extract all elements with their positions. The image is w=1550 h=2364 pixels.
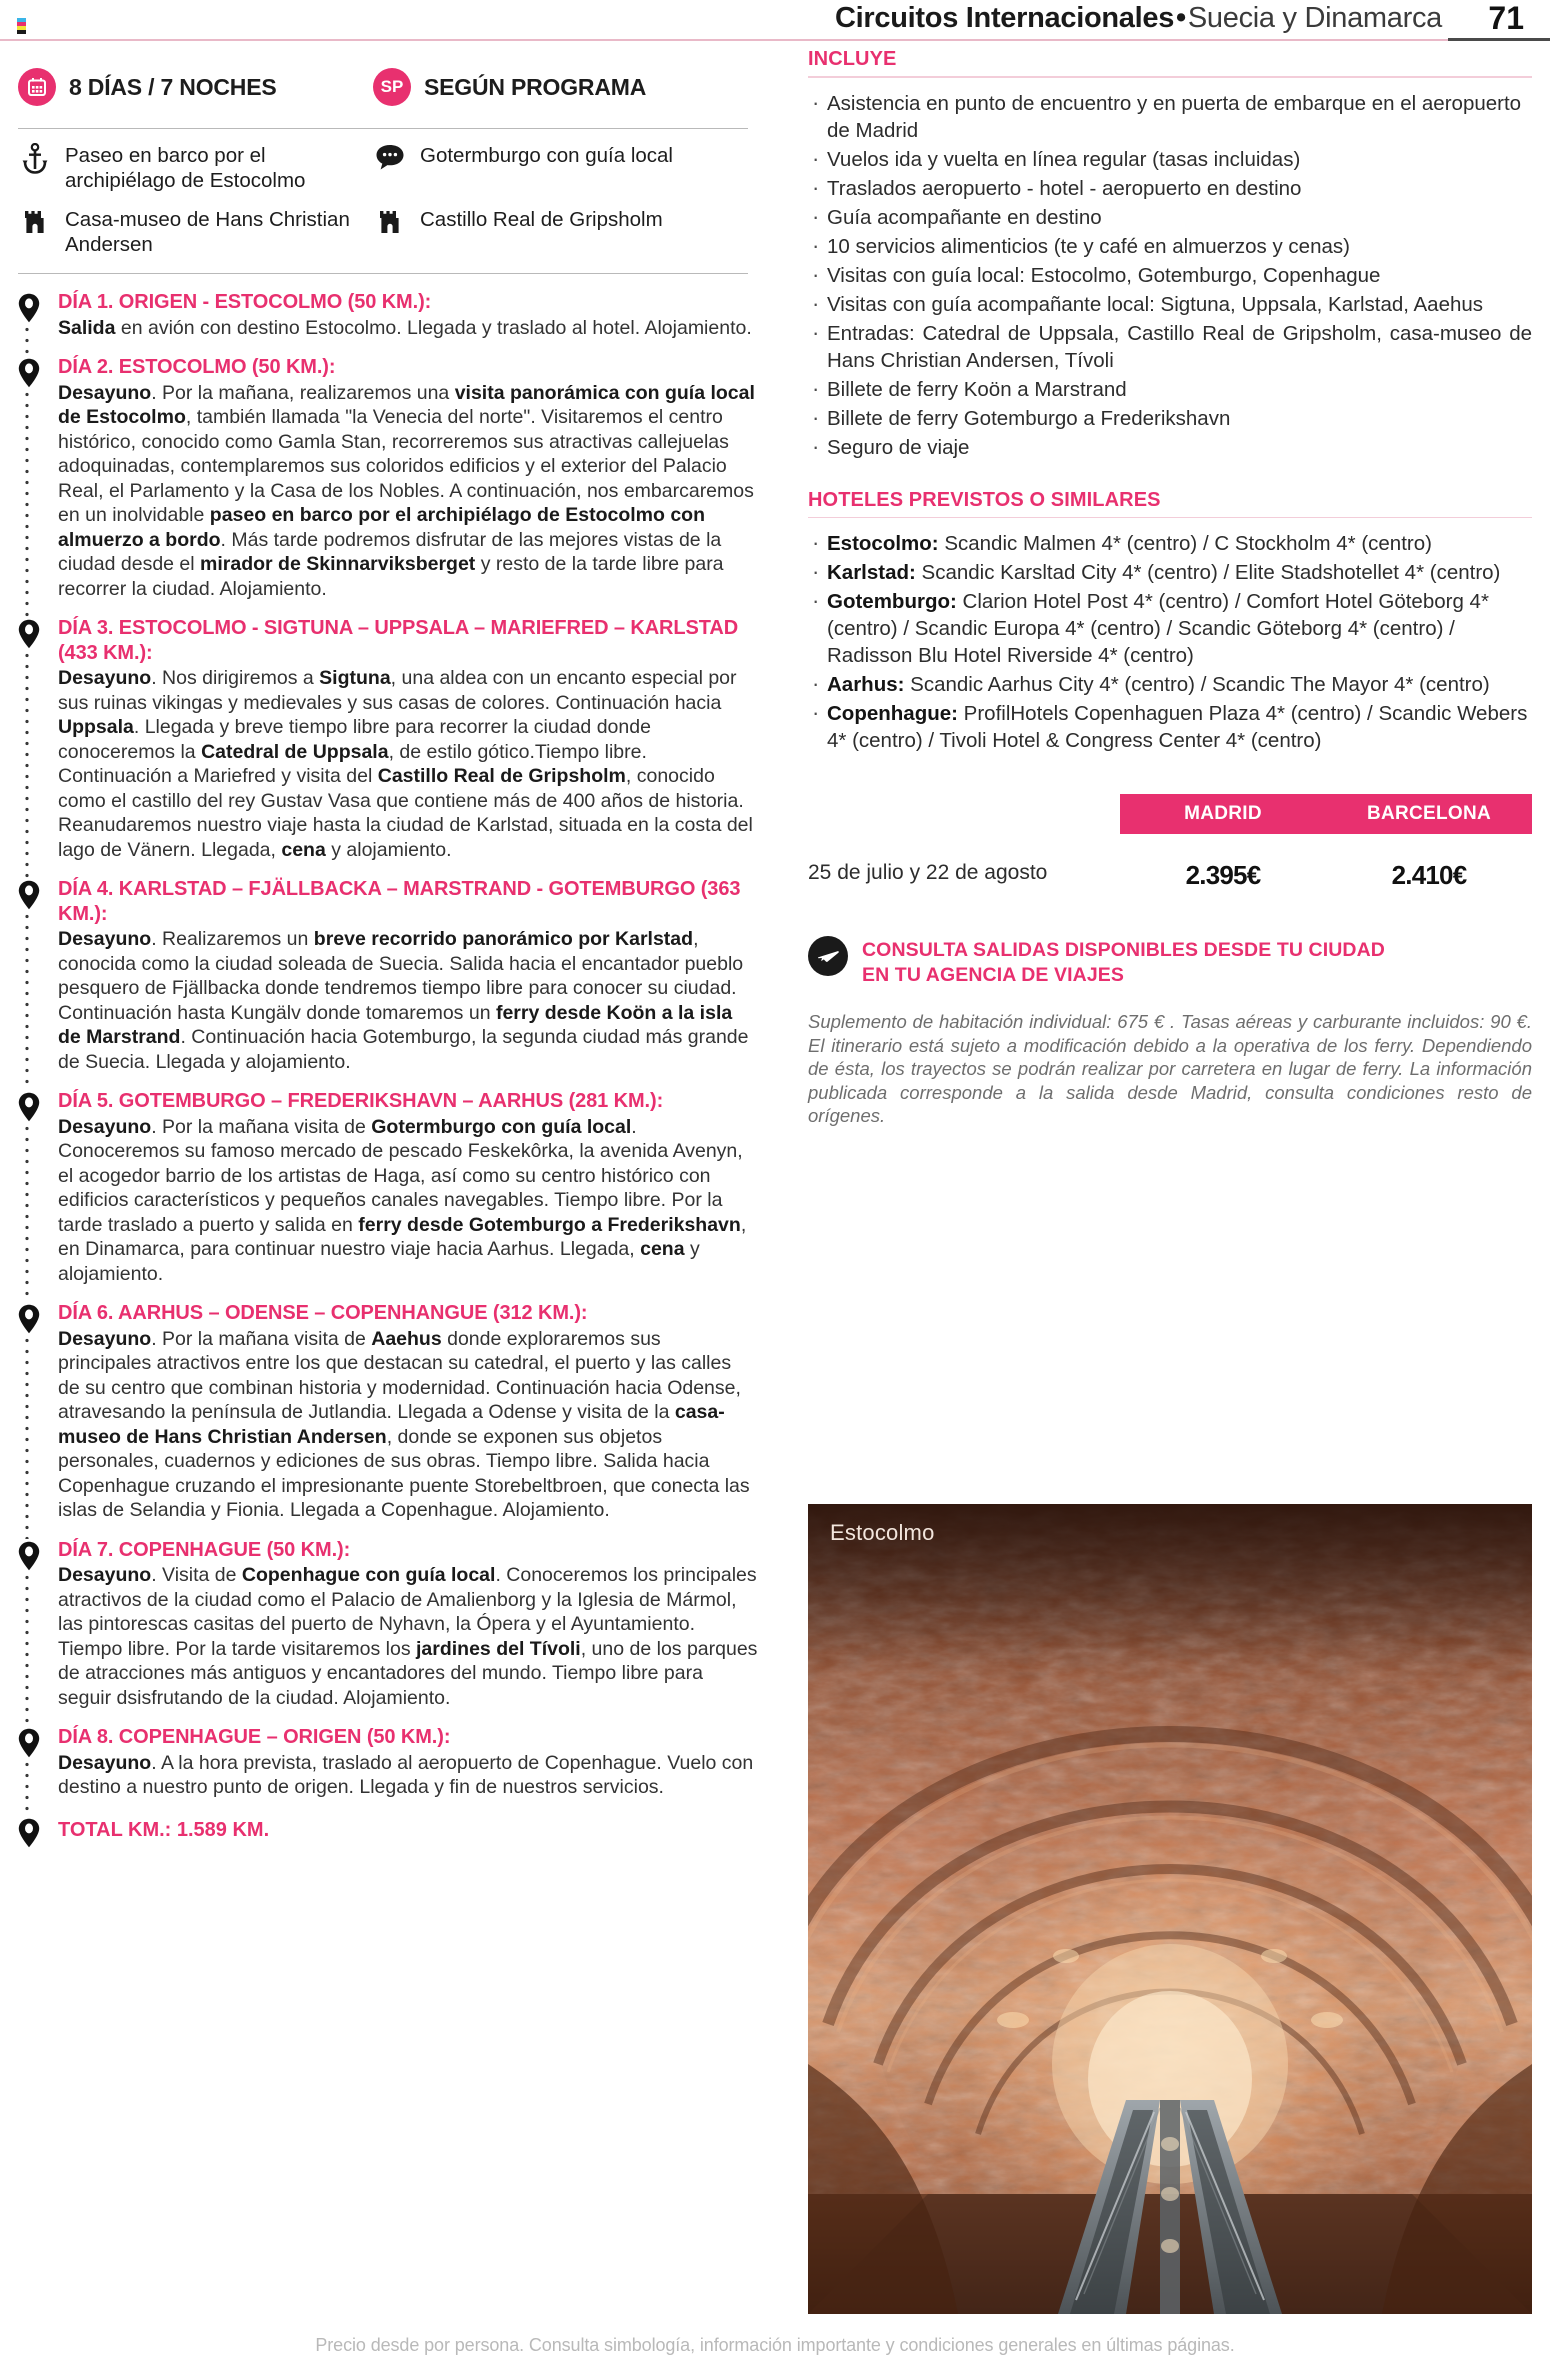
feature-item-2-label: Casa-museo de Hans Christian Andersen (65, 208, 350, 256)
map-pin-icon (18, 1092, 40, 1122)
feature-program-label: SEGÚN PROGRAMA (424, 74, 647, 100)
price-madrid-value: 2.395 (1185, 859, 1247, 890)
map-pin-icon (18, 1541, 40, 1571)
destination-photo (808, 1504, 1532, 2314)
hoteles-section (808, 489, 1532, 755)
hotel-item (808, 671, 1532, 698)
itinerary-day-title: DÍA 7. COPENHAGUE (50 KM.): (58, 1538, 351, 1561)
speech-bubble-icon (373, 143, 407, 171)
itinerary-day-body: Desayuno. Por la mañana visita de Gotermburgo con guía local. Conoceremos su famoso mercado de pescado Feskekôrka, la avenida Avenyn, el acogedor barrio de los artistas de Haga, así como su centro histórico con edificios característicos y pequeños canales navegables. Tiempo libre. Por la tarde traslado a puerto y salida en ferry desde Gotemburgo a Frederikshavn, en Dinamarca, para continuar nuestro viaje hacia Aarhus. Llegada, cena y alojamiento. (58, 1115, 747, 1285)
hotel-city: Gotemburgo: (827, 590, 957, 613)
page-number: 71 (1488, 0, 1524, 36)
price-col-madrid: MADRID (1184, 803, 1262, 824)
itinerary-day-body: Desayuno. Realizaremos un breve recorrido panorámico por Karlstad, conocida como la ciudad soleada de Suecia. Salida hacia el encantador pueblo pesquero de Fjällbacka donde tendremos tiempo libre para conocer su ciudad. Continuación hasta Kungälv donde tomaremos un ferry desde Koön a la isla de Marstrand. Continuación hacia Gotemburgo, la segunda ciudad más grande de Suecia. Llegada y alojamiento. (58, 928, 749, 1073)
right-column (808, 48, 1532, 1128)
incluye-item: · Traslados aeropuerto - hotel - aeropuerto en destino (808, 175, 1532, 202)
feature-item-1-label: Gotermburgo con guía local (420, 144, 673, 167)
incluye-section (808, 48, 1532, 461)
price-row-label: 25 de julio y 22 de agosto (808, 861, 1048, 884)
hoteles-items (808, 530, 1532, 754)
left-column (18, 48, 758, 1860)
price-table (808, 794, 1532, 914)
itinerary-connector (25, 1335, 29, 1539)
itinerary-day-title: DÍA 1. ORIGEN - ESTOCOLMO (50 KM.): (58, 291, 432, 313)
hotel-item (808, 530, 1532, 557)
incluye-item: · Guía acompañante en destino (808, 204, 1532, 231)
sp-badge-icon: SP (373, 68, 411, 106)
feature-duration-label: 8 DÍAS / 7 NOCHES (69, 74, 277, 100)
itinerary-day (58, 877, 758, 1074)
castle-icon (18, 207, 52, 235)
hotel-list: Scandic Malmen 4* (centro) / C Stockholm 4* (centro) (938, 532, 1432, 555)
feature-program (373, 68, 743, 106)
conditions-note: Suplemento de habitación individual: 675 € . Tasas aéreas y carburante incluidos: 90 €. El itinerario está sujeto a modificación debido a la operativa de los ferry. Dependiendo de ésta, los trayectos se podrán realizar por carretera en lugar de ferry. La información publicada corresponde a la salida desde Madrid, consulta condiciones resto de orígenes. (808, 1011, 1532, 1126)
incluye-item: · Entradas: Catedral de Uppsala, Castillo Real de Gripsholm, casa-museo de Hans Christian Andersen, Tívoli (808, 320, 1532, 374)
consulta-text (862, 936, 1385, 988)
feature-item-3 (373, 207, 743, 257)
itinerary-day-body: Desayuno. Visita de Copenhague con guía local. Conoceremos los principales atractivos de la ciudad como el Palacio de Amalienborg y la Iglesia de Mármol, las pintorescas casitas del puerto de Nyhavn, la Ópera y el Ayuntamiento. Tiempo libre. Por la tarde visitaremos los jardines del Tívoli, uno de los parques de atracciones más antiguos y encantadores del mundo. Tiempo libre para seguir dsisfrutando de la ciudad. Alojamiento. (58, 1564, 758, 1709)
itinerary-connector (25, 1759, 29, 1816)
photo-artwork (808, 1504, 1532, 2314)
header-rule-dark (1448, 38, 1550, 41)
map-pin-icon (18, 358, 40, 388)
incluye-rule (808, 76, 1532, 78)
map-pin-icon (18, 619, 40, 649)
itinerary-day (58, 616, 758, 862)
hotel-city: Karlstad: (827, 561, 916, 584)
itinerary-list (18, 290, 758, 1845)
hotel-city: Aarhus: (827, 673, 905, 696)
itinerary-day (58, 1301, 758, 1523)
map-pin-icon (18, 880, 40, 910)
hoteles-rule (808, 517, 1532, 519)
itinerary-day-body: Desayuno. Por la mañana, realizaremos una visita panorámica con guía local de Estocolmo, también llamada "la Venecia del norte". Visitaremos el centro histórico, conocido como Gamla Stan, recorreremos sus atractivas callejuelas adoquinadas, contemplaremos sus coloridos edificios y el exterior del Palacio Real, el Parlamento y la Casa de los Nobles. A continuación, nos embarcaremos en un inolvidable paseo en barco por el archipiélago de Estocolmo con almuerzo a bordo. Más tarde podremos disfrutar de las mejores vistas de la ciudad desde el mirador de Skinnarviksberget y resto de la tarde libre para recorrer la ciudad. Alojamiento. (58, 381, 755, 600)
itinerary-day-body: Desayuno. Nos dirigiremos a Sigtuna, una aldea con un encanto especial por sus ruinas vikingas y medievales y sus casas de colores. Continuación hacia Uppsala. Llegada y breve tiempo libre para recorrer la ciudad donde conoceremos la Catedral de Uppsala, de estilo gótico.Tiempo libre. Continuación a Mariefred y visita del Castillo Real de Gripsholm, conocido como el castillo del rey Gustav Vasa que contiene más de 400 años de historia. Reanudaremos nuestro viaje hasta la ciudad de Karlstad, situada en la costa del lago de Vänern. Llegada, cena y alojamiento. (58, 667, 753, 861)
map-pin-icon (18, 1304, 40, 1334)
itinerary-day-title: DÍA 8. COPENHAGUE – ORIGEN (50 KM.): (58, 1726, 451, 1748)
hotel-city: Copenhague: (827, 702, 958, 725)
hotel-list: Scandic Aarhus City 4* (centro) / Scandic The Mayor 4* (centro) (904, 673, 1490, 696)
feature-item-3-label: Castillo Real de Gripsholm (420, 208, 663, 231)
incluye-item: · Billete de ferry Koön a Marstrand (808, 376, 1532, 403)
map-pin-icon (18, 293, 40, 323)
cmyk-registration-marks (17, 18, 26, 34)
map-pin-icon (18, 1728, 40, 1758)
itinerary-day-title: DÍA 5. GOTEMBURGO – FREDERIKSHAVN – AARHUS (281 KM.): (58, 1090, 664, 1112)
itinerary-connector (25, 324, 29, 356)
incluye-item: · Seguro de viaje (808, 434, 1532, 461)
itinerary-day-title: DÍA 2. ESTOCOLMO (50 KM.): (58, 356, 336, 378)
itinerary-day-title: DÍA 3. ESTOCOLMO - SIGTUNA – UPPSALA – MARIEFRED – KARLSTAD (433 KM.): (58, 617, 739, 664)
consulta-line-1: CONSULTA SALIDAS DISPONIBLES DESDE TU CIUDAD (862, 939, 1385, 961)
hotel-list: ProfilHotels Copenhaguen Plaza 4* (centro) / Scandic Webers 4* (centro) / Tivoli Hotel & Congress Center 4* (centro) (827, 702, 1528, 752)
feature-duration (18, 68, 373, 106)
incluye-item: · Billete de ferry Gotemburgo a Frederikshavn (808, 405, 1532, 432)
hotel-item (808, 700, 1532, 754)
price-table-row (808, 849, 1532, 897)
itinerary-day (58, 1089, 758, 1286)
itinerary-connector (25, 389, 29, 617)
itinerary-day-body: Desayuno. Por la mañana visita de Aaehus donde exploraremos sus principales atractivos entre los que destacan su catedral, el puerto y las calles de su centro que combinan historia y modernidad. Continuación hacia Odense, atravesando la península de Jutlandia. Llegada a Odense y visita de la casa-museo de Hans Christian Andersen, donde se exponen sus objetos personales, cuadernos y ediciones de sus obras. Tiempo libre. Salida hacia Copenhague cruzando el impresionante puente Storebeltbroen, que conecta las islas de Selandia y Fionia. Llegada a Copenhague. Alojamiento. (58, 1327, 750, 1521)
incluye-heading: INCLUYE (808, 48, 897, 70)
map-pin-icon (18, 1818, 40, 1848)
header-title-light: Suecia y Dinamarca (1187, 2, 1442, 34)
hotel-city: Estocolmo: (827, 532, 939, 555)
hotel-list: Clarion Hotel Post 4* (centro) / Comfort Hotel Göteborg 4* (centro) / Scandic Europa 4* (centro) / Scandic Göteborg 4* (centro) / Radisson Blu Hotel Riverside 4* (centro) (827, 590, 1489, 667)
anchor-icon (18, 143, 52, 175)
hoteles-heading: HOTELES PREVISTOS O SIMILARES (808, 488, 1161, 511)
itinerary-day (58, 1725, 758, 1800)
price-barcelona-value: 2.410 (1391, 859, 1453, 890)
header-title-bold: Circuitos Internacionales (835, 2, 1175, 34)
feature-item-1 (373, 143, 743, 193)
incluye-item: · Visitas con guía local: Estocolmo, Gotemburgo, Copenhague (808, 262, 1532, 289)
itinerary-connector (25, 650, 29, 878)
itinerary-connector (25, 911, 29, 1090)
itinerary-connector (25, 1123, 29, 1302)
itinerary-day-title: DÍA 4. KARLSTAD – FJÄLLBACKA – MARSTRAND - GOTEMBURGO (363 KM.): (58, 878, 741, 925)
itinerary-day-body: Desayuno. A la hora prevista, traslado al aeropuerto de Copenhague. Vuelo con destino a nuestro punto de origen. Llegada y fin de nuestros servicios. (58, 1751, 754, 1798)
incluye-items (808, 90, 1532, 461)
itinerary-day-body: Salida en avión con destino Estocolmo. Llegada y traslado al hotel. Alojamiento. (58, 316, 752, 339)
page-header (0, 0, 1550, 44)
castle-icon (373, 207, 407, 235)
header-rule (0, 39, 1550, 41)
price-barcelona (1326, 854, 1532, 893)
features-divider-2 (18, 273, 748, 274)
header-separator: • (1176, 2, 1186, 34)
plane-circle-icon (808, 936, 848, 976)
incluye-item: · 10 servicios alimenticios (te y café en almuerzos y cenas) (808, 233, 1532, 260)
feature-item-2 (18, 207, 373, 257)
price-col-barcelona: BARCELONA (1366, 803, 1492, 824)
calendar-icon (18, 68, 56, 106)
itinerary-total (58, 1815, 758, 1845)
itinerary-day (58, 1538, 758, 1711)
itinerary-day (58, 290, 758, 340)
price-madrid (1120, 854, 1326, 893)
price-barcelona-currency: € (1452, 859, 1467, 890)
page-footer: Precio desde por persona. Consulta simbología, información importante y condiciones generales en últimas páginas. (315, 2335, 1235, 2355)
photo-caption: Estocolmo (830, 1520, 935, 1545)
itinerary-day (58, 355, 758, 601)
feature-item-0-label: Paseo en barco por el archipiélago de Estocolmo (65, 144, 306, 192)
hotel-item (808, 559, 1532, 586)
itinerary-total-label: TOTAL KM.: 1.589 KM. (58, 1818, 270, 1841)
features-block (18, 48, 748, 274)
hotel-list: Scandic Karsltad City 4* (centro) / Elite Stadshotellet 4* (centro) (915, 561, 1501, 584)
feature-item-0 (18, 143, 373, 193)
consulta-line-2: EN TU AGENCIA DE VIAJES (862, 964, 1124, 986)
incluye-item: · Vuelos ida y vuelta en línea regular (tasas incluidas) (808, 146, 1532, 173)
itinerary-connector (25, 1572, 29, 1727)
itinerary-day-title: DÍA 6. AARHUS – ODENSE – COPENHANGUE (312 KM.): (58, 1302, 588, 1324)
page-title (835, 2, 1442, 35)
hotel-item (808, 588, 1532, 669)
price-madrid-currency: € (1246, 859, 1261, 890)
price-table-header (1120, 794, 1532, 834)
incluye-item: · Visitas con guía acompañante local: Sigtuna, Uppsala, Karlstad, Aaehus (808, 291, 1532, 318)
incluye-item: · Asistencia en punto de encuentro y en puerta de embarque en el aeropuerto de Madrid (808, 90, 1532, 144)
consulta-banner (808, 936, 1532, 988)
